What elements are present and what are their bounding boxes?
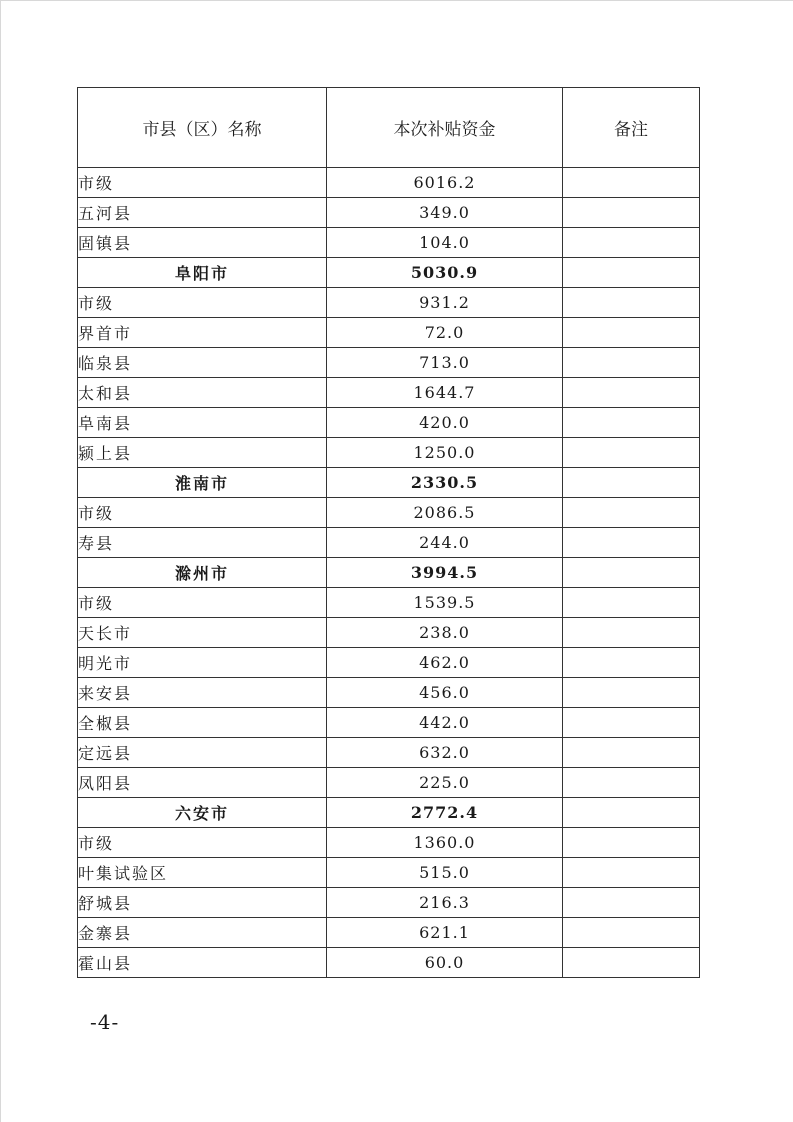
subsidy-amount-cell: 72.0 [327,318,563,348]
region-name-cell: 颍上县 [78,438,327,468]
table-row [78,438,700,468]
region-name-cell: 淮南市 [78,468,327,498]
region-name-cell: 六安市 [78,798,327,828]
note-cell [563,318,700,348]
region-name-cell: 市级 [78,588,327,618]
table-row [78,498,700,528]
note-cell [563,288,700,318]
subsidy-amount-cell: 2772.4 [327,798,563,828]
subsidy-amount-cell: 216.3 [327,888,563,918]
table-row [78,768,700,798]
header-subsidy-amount: 本次补贴资金 [327,88,563,168]
table-row [78,288,700,318]
page-number: -4- [90,1010,120,1034]
region-name-cell: 来安县 [78,678,327,708]
subsidy-amount-cell: 1644.7 [327,378,563,408]
table-row [78,618,700,648]
region-name-cell: 滁州市 [78,558,327,588]
table-row [78,708,700,738]
city-subtotal-row [78,258,700,288]
table-row [78,348,700,378]
subsidy-amount-cell: 5030.9 [327,258,563,288]
note-cell [563,378,700,408]
region-name-cell: 阜南县 [78,408,327,438]
header-note: 备注 [563,88,700,168]
table-row [78,588,700,618]
table-row [78,888,700,918]
subsidy-amount-cell: 1539.5 [327,588,563,618]
region-name-cell: 舒城县 [78,888,327,918]
region-name-cell: 金寨县 [78,918,327,948]
region-name-cell: 全椒县 [78,708,327,738]
city-subtotal-row [78,468,700,498]
note-cell [563,228,700,258]
subsidy-allocation-table [77,87,700,978]
table-row [78,228,700,258]
note-cell [563,408,700,438]
table-body [78,168,700,978]
subsidy-amount-cell: 244.0 [327,528,563,558]
table-row [78,858,700,888]
region-name-cell: 凤阳县 [78,768,327,798]
note-cell [563,588,700,618]
subsidy-amount-cell: 349.0 [327,198,563,228]
region-name-cell: 市级 [78,498,327,528]
subsidy-amount-cell: 225.0 [327,768,563,798]
header-region-name: 市县（区）名称 [78,88,327,168]
region-name-cell: 叶集试验区 [78,858,327,888]
table-row [78,408,700,438]
table-row [78,948,700,978]
table-row [78,918,700,948]
subsidy-amount-cell: 6016.2 [327,168,563,198]
note-cell [563,858,700,888]
subsidy-amount-cell: 713.0 [327,348,563,378]
region-name-cell: 市级 [78,828,327,858]
note-cell [563,438,700,468]
subsidy-amount-cell: 515.0 [327,858,563,888]
note-cell [563,168,700,198]
subsidy-amount-cell: 632.0 [327,738,563,768]
subsidy-amount-cell: 60.0 [327,948,563,978]
note-cell [563,618,700,648]
table-row [78,828,700,858]
table-row [78,168,700,198]
subsidy-amount-cell: 238.0 [327,618,563,648]
subsidy-amount-cell: 931.2 [327,288,563,318]
region-name-cell: 五河县 [78,198,327,228]
note-cell [563,678,700,708]
subsidy-amount-cell: 420.0 [327,408,563,438]
note-cell [563,768,700,798]
subsidy-amount-cell: 3994.5 [327,558,563,588]
subsidy-amount-cell: 1360.0 [327,828,563,858]
note-cell [563,948,700,978]
region-name-cell: 市级 [78,168,327,198]
note-cell [563,918,700,948]
note-cell [563,888,700,918]
region-name-cell: 定远县 [78,738,327,768]
region-name-cell: 阜阳市 [78,258,327,288]
note-cell [563,828,700,858]
note-cell [563,648,700,678]
table-row [78,648,700,678]
region-name-cell: 霍山县 [78,948,327,978]
region-name-cell: 界首市 [78,318,327,348]
city-subtotal-row [78,798,700,828]
table-row [78,678,700,708]
region-name-cell: 固镇县 [78,228,327,258]
subsidy-amount-cell: 621.1 [327,918,563,948]
table-row [78,198,700,228]
note-cell [563,798,700,828]
region-name-cell: 市级 [78,288,327,318]
subsidy-amount-cell: 456.0 [327,678,563,708]
table-row [78,738,700,768]
note-cell [563,558,700,588]
note-cell [563,498,700,528]
region-name-cell: 天长市 [78,618,327,648]
note-cell [563,528,700,558]
table-header-row [78,88,700,168]
subsidy-amount-cell: 2330.5 [327,468,563,498]
city-subtotal-row [78,558,700,588]
note-cell [563,708,700,738]
subsidy-amount-cell: 462.0 [327,648,563,678]
subsidy-amount-cell: 1250.0 [327,438,563,468]
note-cell [563,738,700,768]
note-cell [563,258,700,288]
subsidy-amount-cell: 442.0 [327,708,563,738]
note-cell [563,348,700,378]
region-name-cell: 寿县 [78,528,327,558]
note-cell [563,468,700,498]
subsidy-amount-cell: 2086.5 [327,498,563,528]
table-row [78,318,700,348]
region-name-cell: 明光市 [78,648,327,678]
note-cell [563,198,700,228]
table-row [78,528,700,558]
region-name-cell: 临泉县 [78,348,327,378]
table-row [78,378,700,408]
subsidy-amount-cell: 104.0 [327,228,563,258]
region-name-cell: 太和县 [78,378,327,408]
